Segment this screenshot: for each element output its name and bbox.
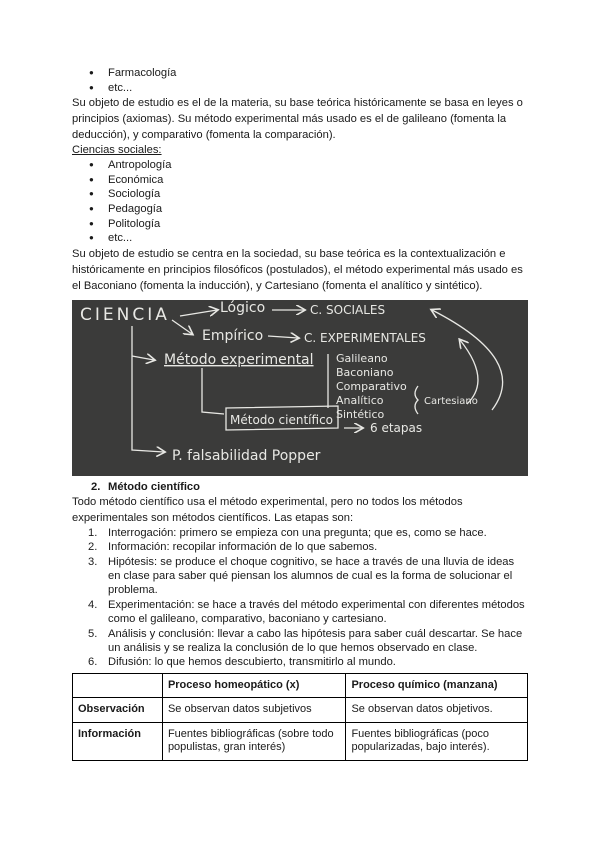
- metodo-experimental-label: Método experimental: [164, 351, 314, 368]
- table-row: [73, 722, 528, 760]
- list-item: [72, 526, 528, 540]
- list-item: [72, 627, 528, 656]
- diagram-connector: [460, 340, 478, 404]
- step-text: Interrogación: primero se empieza con una pregunta; que es, como se hace.: [108, 526, 487, 539]
- list-item: ● Pedagogía: [72, 202, 528, 217]
- table-row-header: Información: [73, 722, 163, 760]
- seis-etapas-label: 6 etapas: [370, 420, 423, 435]
- method-galileano: Galileano: [336, 351, 388, 365]
- diagram-connector: [202, 368, 224, 414]
- list-item: ● etc...: [72, 81, 528, 96]
- diagram-connector: [172, 320, 192, 334]
- step-text: Análisis y conclusión: llevar a cabo las hipótesis para saber cuál descartar. Se hace un análisis y se realiza la conclusión de lo que hemos observado en clase.: [108, 627, 523, 654]
- table-header-cell: Proceso químico (manzana): [346, 673, 528, 698]
- diagram-connector: [432, 310, 503, 410]
- section-title: Método científico: [108, 480, 200, 493]
- step-number: 3.: [88, 555, 98, 568]
- list-item: [72, 555, 528, 598]
- list-item: [72, 540, 528, 554]
- table-header-cell: Proceso homeopático (x): [162, 673, 346, 698]
- document-page: [72, 66, 528, 761]
- comparison-table: [72, 673, 528, 761]
- step-text: Información: recopilar información de lo que sabemos.: [108, 541, 378, 554]
- empirico-label: Empírico: [202, 327, 264, 344]
- step-number: 2.: [88, 541, 98, 554]
- ciencia-label: CIENCIA: [80, 304, 170, 325]
- diagram-connector: [415, 386, 418, 414]
- list-item: ● Politología: [72, 217, 528, 232]
- c-sociales-label: C. SOCIALES: [310, 302, 386, 317]
- method-baconiano: Baconiano: [336, 365, 394, 379]
- list-item: ● Antropología: [72, 158, 528, 173]
- diagram-connector: [268, 336, 298, 338]
- list-item: ● Sociología: [72, 187, 528, 202]
- table-header-row: [73, 673, 528, 698]
- step-text: Experimentación: se hace a través del método experimental con diferentes métodos como el galileano, comparativo, baconiano y cartesiano.: [108, 598, 525, 626]
- blackboard-photo: [72, 300, 528, 476]
- social-sciences-list: [72, 158, 528, 246]
- list-item: [72, 655, 528, 669]
- list-item: ● Farmacología: [72, 66, 528, 81]
- step-number: 6.: [88, 656, 98, 669]
- list-item: ● Económica: [72, 173, 528, 188]
- science-examples-list: [72, 66, 528, 95]
- diagram-connector: [132, 356, 154, 360]
- section-number: 2.: [91, 480, 101, 493]
- list-item: [72, 598, 528, 627]
- step-number: 5.: [88, 627, 98, 640]
- blackboard-diagram: [72, 300, 528, 476]
- diagram-connector: [180, 310, 217, 316]
- metodo-cientifico-label: Método científico: [230, 412, 334, 427]
- table-cell: Fuentes bibliográficas (sobre todo populistas, gran interés): [162, 722, 346, 760]
- list-item: ● etc...: [72, 231, 528, 246]
- step-text: Hipótesis: se produce el choque cognitivo, se hace a través de una lluvia de ideas en clase para saber qué piensan los alumnos de cual es la forma de solucionar el problema.: [108, 555, 515, 597]
- step-number: 1.: [88, 526, 98, 539]
- method-analitico: Analítico: [336, 393, 384, 407]
- social-sciences-heading: Ciencias sociales:: [72, 144, 162, 157]
- table-cell: Se observan datos subjetivos: [162, 698, 346, 723]
- social-sciences-paragraph: Su objeto de estudio se centra en la sociedad, su base teórica es la contextualización e históricamente en principios filosóficos (postulados), el método experimental más usado es el Baconiano (fomenta la inducción), y Cartesiano (fomenta el analítico y sintético).: [72, 247, 523, 292]
- natural-sciences-paragraph: Su objeto de estudio es el de la materia, su base teórica históricamente se basa en leyes o principios (axiomas). Su método experimental más usado es el de galileano (fomenta la deducción), y comparativo (fomenta la comparación).: [72, 97, 523, 142]
- c-experimentales-label: C. EXPERIMENTALES: [304, 330, 426, 345]
- steps-list: [72, 526, 528, 670]
- section-heading: [72, 480, 528, 494]
- logico-label: Lógico: [220, 299, 266, 316]
- step-number: 4.: [88, 598, 98, 611]
- popper-label: P. falsabilidad Popper: [172, 447, 321, 464]
- diagram-connector: [132, 326, 164, 452]
- method-comparativo: Comparativo: [336, 379, 407, 393]
- table-cell: Fuentes bibliográficas (poco popularizadas, bajo interés).: [346, 722, 528, 760]
- section-paragraph: Todo método científico usa el método experimental, pero no todos los métodos experimentales son métodos científicos. Las etapas son:: [72, 495, 463, 524]
- cartesiano-label: Cartesiano: [424, 395, 478, 407]
- table-row: [73, 698, 528, 723]
- table-row-header: Observación: [73, 698, 163, 723]
- method-sintetico: Sintético: [336, 407, 385, 421]
- table-cell: Se observan datos objetivos.: [346, 698, 528, 723]
- table-header-cell: [73, 673, 163, 698]
- step-text: Difusión: lo que hemos descubierto, transmitirlo al mundo.: [108, 656, 396, 669]
